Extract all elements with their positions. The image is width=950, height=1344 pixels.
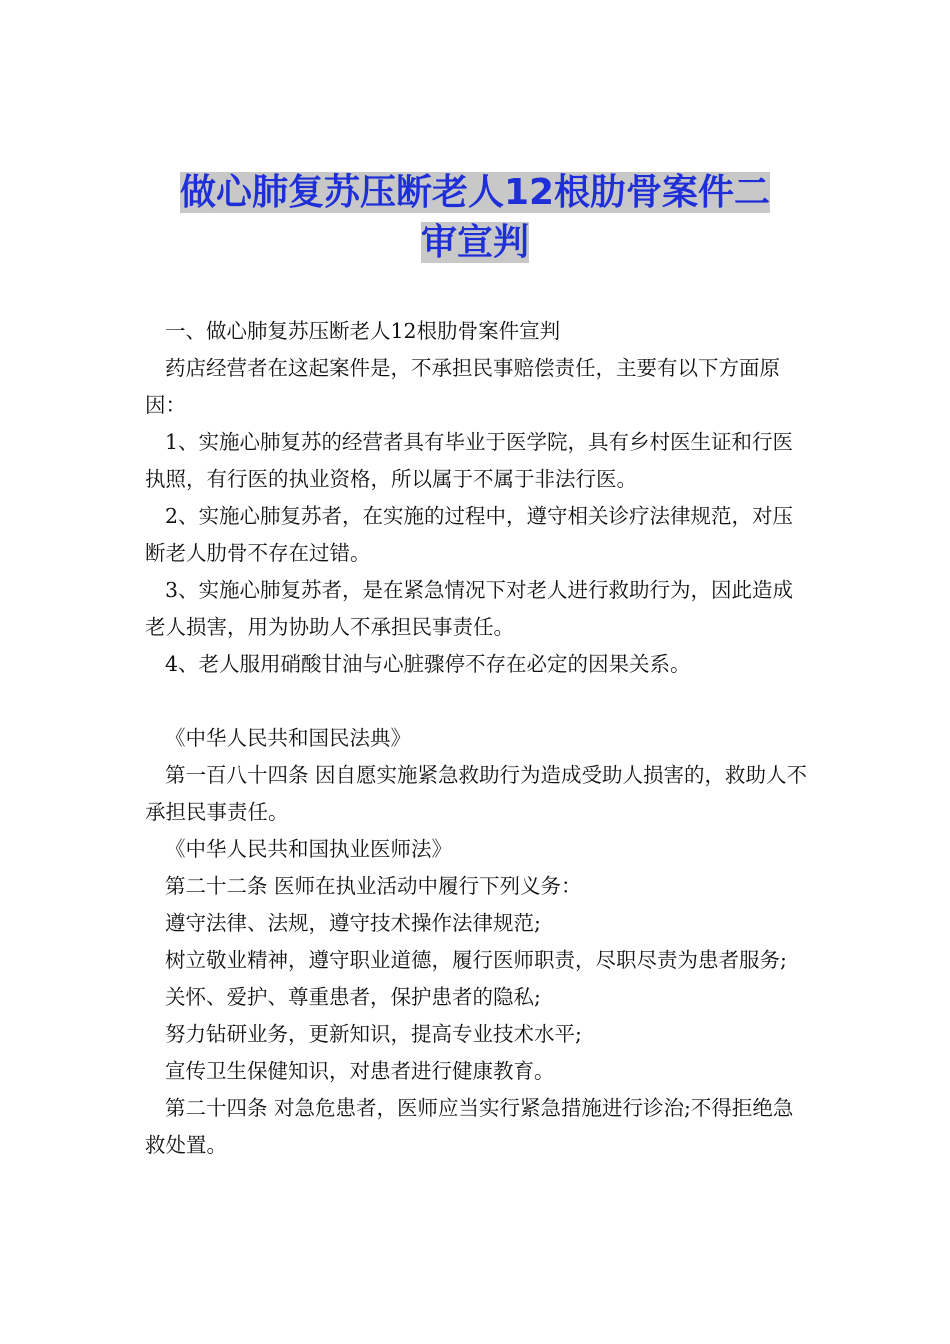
duty-item: 努力钻研业务，更新知识，提高专业技术水平; (165, 1022, 582, 1046)
document-body (145, 313, 810, 1164)
paragraph: 药店经营者在这起案件是，不承担民事赔偿责任，主要有以下方面原因： (145, 356, 780, 417)
section-heading: 一、做心肺复苏压断老人12根肋骨案件宣判 (165, 319, 561, 343)
law-article-22: 第二十二条 医师在执业活动中履行下列义务： (165, 874, 582, 898)
document-title (145, 168, 805, 268)
duty-item: 宣传卫生保健知识，对患者进行健康教育。 (165, 1059, 555, 1083)
reason-item-3: 3、实施心肺复苏者，是在紧急情况下对老人进行救助行为，因此造成老人损害，用为协助人不承担民事责任。 (145, 578, 794, 639)
duty-item: 遵守法律、法规，遵守技术操作法律规范; (165, 911, 541, 935)
law-title-civil-code: 《中华人民共和国民法典》 (165, 726, 411, 750)
reason-item-4: 4、老人服用硝酸甘油与心脏骤停不存在必定的因果关系。 (165, 652, 691, 676)
law-title-medical-practitioners: 《中华人民共和国执业医师法》 (165, 837, 452, 861)
reason-item-2: 2、实施心肺复苏者，在实施的过程中，遵守相关诊疗法律规范，对压断老人肋骨不存在过错。 (145, 504, 794, 565)
title-line-2: 审宣判 (420, 222, 529, 263)
title-line-1: 做心肺复苏压断老人12根肋骨案件二 (179, 172, 771, 213)
law-article-184: 第一百八十四条 因自愿实施紧急救助行为造成受助人损害的，救助人不承担民事责任。 (145, 763, 808, 824)
reason-item-1: 1、实施心肺复苏的经营者具有毕业于医学院，具有乡村医生证和行医执照，有行医的执业资格，所以属于不属于非法行医。 (145, 430, 794, 491)
law-article-24: 第二十四条 对急危患者，医师应当实行紧急措施进行诊治;不得拒绝急救处置。 (145, 1096, 794, 1157)
duty-item: 关怀、爱护、尊重患者，保护患者的隐私; (165, 985, 541, 1009)
duty-item: 树立敬业精神，遵守职业道德，履行医师职责，尽职尽责为患者服务; (165, 948, 787, 972)
